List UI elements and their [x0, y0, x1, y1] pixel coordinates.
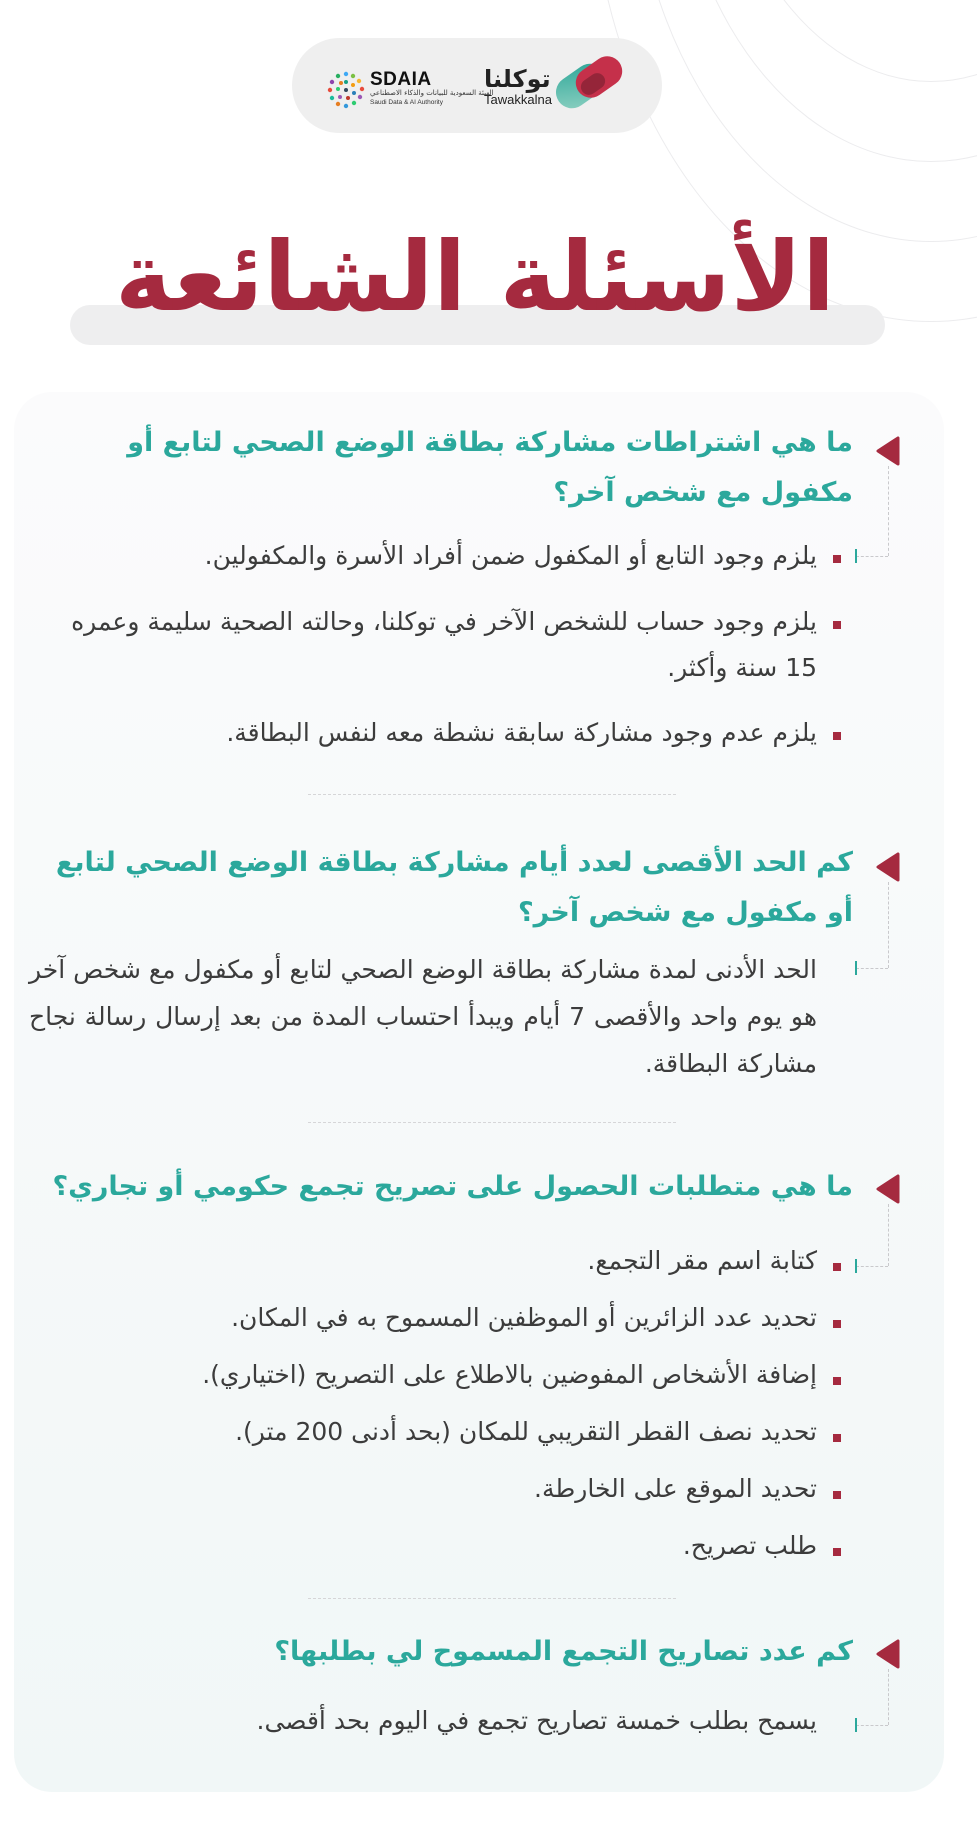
bullet-icon [833, 1491, 841, 1499]
bullet-icon [833, 1320, 841, 1328]
faq-question: كم الحد الأقصى لعدد أيام مشاركة بطاقة الوضع الصحي لتابع أو مكفول مع شخص آخر؟ [55, 847, 853, 928]
faq-bullet: طلب تصريح. [682, 1531, 817, 1560]
question-marker-icon [876, 436, 900, 466]
connector-line [856, 1266, 888, 1267]
sdaia-wordmark [370, 70, 494, 107]
faq-bullet: يلزم عدم وجود مشاركة سابقة نشطة معه لنفس البطاقة. [226, 718, 817, 747]
faq-bullet: كتابة اسم مقر التجمع. [587, 1246, 817, 1275]
tawakkalna-wordmark [484, 66, 552, 107]
connector-line [856, 556, 888, 557]
bullet-icon [833, 1377, 841, 1385]
faq-answer: الحد الأدنى لمدة مشاركة بطاقة الوضع الصحي لتابع أو مكفول مع شخص آخر هو يوم واحد والأقصى 7 أيام ويبدأ احتساب المدة من بعد إرسال رسالة نجاح مشاركة البطاقة. [29, 955, 818, 1078]
bullet-icon [833, 1263, 841, 1271]
section-divider [308, 794, 676, 795]
connector-line [856, 1725, 888, 1726]
faq-question: ما هي متطلبات الحصول على تصريح تجمع حكومي أو تجاري؟ [52, 1171, 853, 1202]
section-divider [308, 1598, 676, 1599]
question-marker-icon [876, 852, 900, 882]
sdaia-ar-label: الهيئة السعودية للبيانات والذكاء الاصطناعي [370, 89, 494, 97]
bullet-icon [833, 1434, 841, 1442]
faq-question: ما هي اشتراطات مشاركة بطاقة الوضع الصحي لتابع أو مكفول مع شخص آخر؟ [127, 427, 853, 508]
connector-tick [855, 1718, 857, 1732]
connector-line [888, 1204, 889, 1266]
question-marker-icon [876, 1639, 900, 1669]
connector-line [888, 1669, 889, 1725]
faq-bullet: تحديد نصف القطر التقريبي للمكان (بحد أدنى 200 متر). [235, 1417, 817, 1446]
bullet-icon [833, 555, 841, 563]
faq-bullet: تحديد عدد الزائرين أو الموظفين المسموح به في المكان. [231, 1303, 817, 1332]
connector-line [856, 968, 888, 969]
faq-answer: يسمح بطلب خمسة تصاريح تجمع في اليوم بحد أقصى. [256, 1706, 817, 1735]
connector-line [888, 466, 889, 556]
question-marker-icon [876, 1174, 900, 1204]
faq-bullet: يلزم وجود حساب للشخص الآخر في توكلنا، وحالته الصحية سليمة وعمره 15 سنة وأكثر. [71, 607, 817, 682]
tawakkalna-en-label: Tawakkalna [484, 92, 552, 107]
connector-tick [855, 1259, 857, 1273]
bullet-icon [833, 621, 841, 629]
connector-tick [855, 549, 857, 563]
faq-bullet: يلزم وجود التابع أو المكفول ضمن أفراد الأسرة والمكفولين. [204, 541, 817, 570]
section-divider [308, 1122, 676, 1123]
sdaia-logo-icon [326, 70, 366, 110]
tawakkalna-ar-label: توكلنا [484, 65, 551, 93]
connector-line [888, 882, 889, 968]
tawakkalna-logo-icon [552, 54, 628, 114]
bullet-icon [833, 732, 841, 740]
connector-tick [855, 961, 857, 975]
bullet-icon [833, 1548, 841, 1556]
faq-question: كم عدد تصاريح التجمع المسموح لي بطلبها؟ [274, 1636, 853, 1667]
page-title: الأسئلة الشائعة [115, 221, 835, 333]
faq-bullet: تحديد الموقع على الخارطة. [534, 1474, 817, 1503]
sdaia-brand-label: SDAIA [370, 69, 432, 90]
sdaia-en-label: Saudi Data & AI Authority [370, 99, 443, 106]
faq-bullet: إضافة الأشخاص المفوضين بالاطلاع على التصريح (اختياري). [202, 1360, 817, 1389]
